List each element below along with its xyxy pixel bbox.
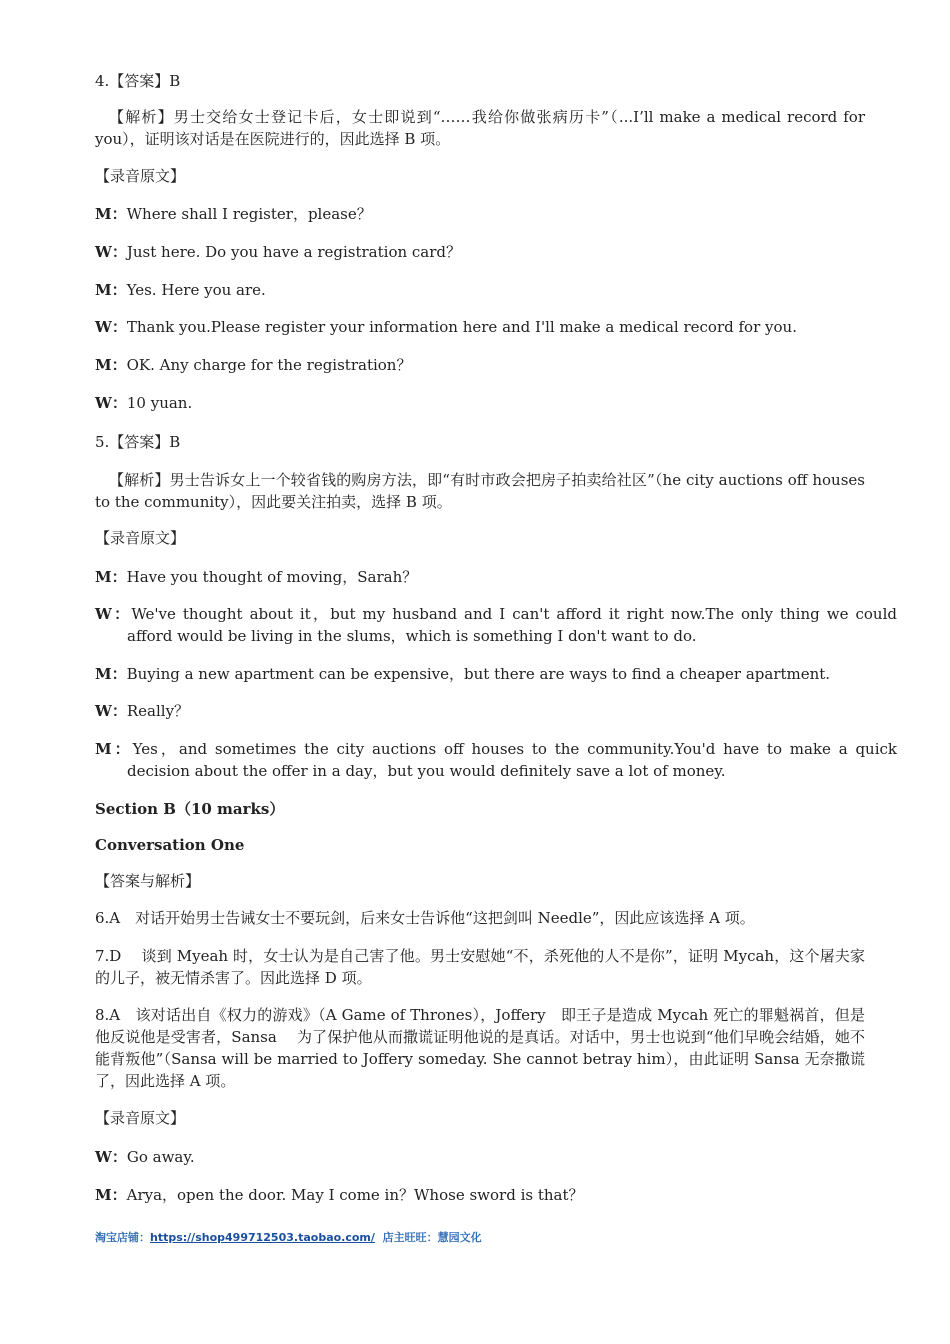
owner-label: 店主旺旺：慧园文化 <box>382 1231 482 1244</box>
speaker-label: M： <box>95 665 127 683</box>
speaker-label: W： <box>95 394 127 412</box>
line-text: Arya，open the door. May I come in？Whose sword is that？ <box>126 1186 584 1204</box>
speaker-label: W： <box>95 1148 127 1166</box>
line-text: Really？ <box>126 702 190 720</box>
speaker-label: M： <box>95 356 127 374</box>
q5-answer: 5.【答案】B <box>95 433 181 451</box>
section-heading: Section B（10 marks） <box>95 800 285 818</box>
dialogue-line <box>95 241 897 263</box>
line-text: Yes. Here you are. <box>126 281 266 299</box>
shop-link[interactable]: https://shop499712503.taobao.com/ <box>150 1231 375 1244</box>
dialogue-line <box>95 603 897 647</box>
speaker-label: M： <box>95 568 127 586</box>
dialogue-line <box>95 279 897 301</box>
speaker-label: W： <box>95 605 132 623</box>
answers-heading: 【答案与解析】 <box>95 872 201 890</box>
speaker-label: W： <box>95 702 127 720</box>
speaker-label: W： <box>95 318 127 336</box>
line-text: Where shall I register，please？ <box>126 205 372 223</box>
dialogue-line <box>95 1184 897 1206</box>
line-text: Just here. Do you have a registration card？ <box>126 243 462 261</box>
answer-item-7: 7.D 谈到 Myeah 时，女士认为是自己害了他。男士安慰她“不，杀死他的人不是你”，证明 Mycah，这个屠夫家的儿子，被无情杀害了。因此选择 D 项。 <box>95 947 865 987</box>
speaker-label: M： <box>95 205 127 223</box>
speaker-label: M： <box>95 281 127 299</box>
dialogue-line <box>95 738 897 782</box>
dialogue-line <box>95 1146 897 1168</box>
line-text: Have you thought of moving，Sarah？ <box>126 568 418 586</box>
q5-transcript-heading: 【录音原文】 <box>95 529 186 547</box>
q4-answer: 4.【答案】B <box>95 72 181 90</box>
shop-label: 淘宝店铺： <box>95 1231 150 1244</box>
dialogue-line <box>95 203 897 225</box>
speaker-label: M： <box>95 740 133 758</box>
dialogue-line <box>95 316 897 338</box>
dialogue-line <box>95 354 897 376</box>
q4-transcript-heading: 【录音原文】 <box>95 167 186 185</box>
line-text: Buying a new apartment can be expensive，but there are ways to find a cheaper apartment. <box>126 665 831 683</box>
line-text: 10 yuan. <box>126 394 193 412</box>
transcript-heading: 【录音原文】 <box>95 1109 186 1127</box>
q4-analysis: 【解析】男士交给女士登记卡后，女士即说到“……我给你做张病历卡”（...I’ll make a medical record for you），证明该对话是在医院进行的，因此选择 B 项。 <box>95 108 865 148</box>
dialogue-line <box>95 700 897 722</box>
speaker-label: M： <box>95 1186 127 1204</box>
line-text: Thank you.Please register your information here and I'll make a medical record for you. <box>126 318 797 336</box>
line-text: OK. Any charge for the registration？ <box>126 356 412 374</box>
q5-analysis: 【解析】男士告诉女上一个较省钱的购房方法，即“有时市政会把房子拍卖给社区”（he city auctions off houses to the community），因此要关注拍卖，选择 B 项。 <box>95 471 865 511</box>
line-text: Go away. <box>126 1148 195 1166</box>
dialogue-line <box>95 566 897 588</box>
dialogue-line <box>95 392 897 414</box>
dialogue-line <box>95 663 897 685</box>
answer-item-8: 8.A 该对话出自《权力的游戏》（A Game of Thrones），Joffery 即王子是造成 Mycah 死亡的罪魁祸首，但是他反说他是受害者，Sansa 为了保护他从而撒谎证明他说的是真话。对话中，男士也说到“他们早晚会结婚，她不能背叛他”（Sansa will be married to Joffery someday. She cannot betray him），由此证明 Sansa 无奈撒谎了，因此选择 A 项。 <box>95 1006 865 1090</box>
line-text: We've thought about it，but my husband and I can't afford it right now.The only thing we could afford would be living in the slums，which is something I don't want to do. <box>127 605 897 645</box>
conversation-heading: Conversation One <box>95 836 245 854</box>
page-footer <box>95 1229 482 1245</box>
line-text: Yes，and sometimes the city auctions off houses to the community.You'd have to make a quick decision about the offer in a day，but you would definitely save a lot of money. <box>127 740 897 780</box>
answer-item-6: 6.A 对话开始男士告诫女士不要玩剑，后来女士告诉他“这把剑叫 Needle”，因此应该选择 A 项。 <box>95 909 755 927</box>
speaker-label: W： <box>95 243 127 261</box>
